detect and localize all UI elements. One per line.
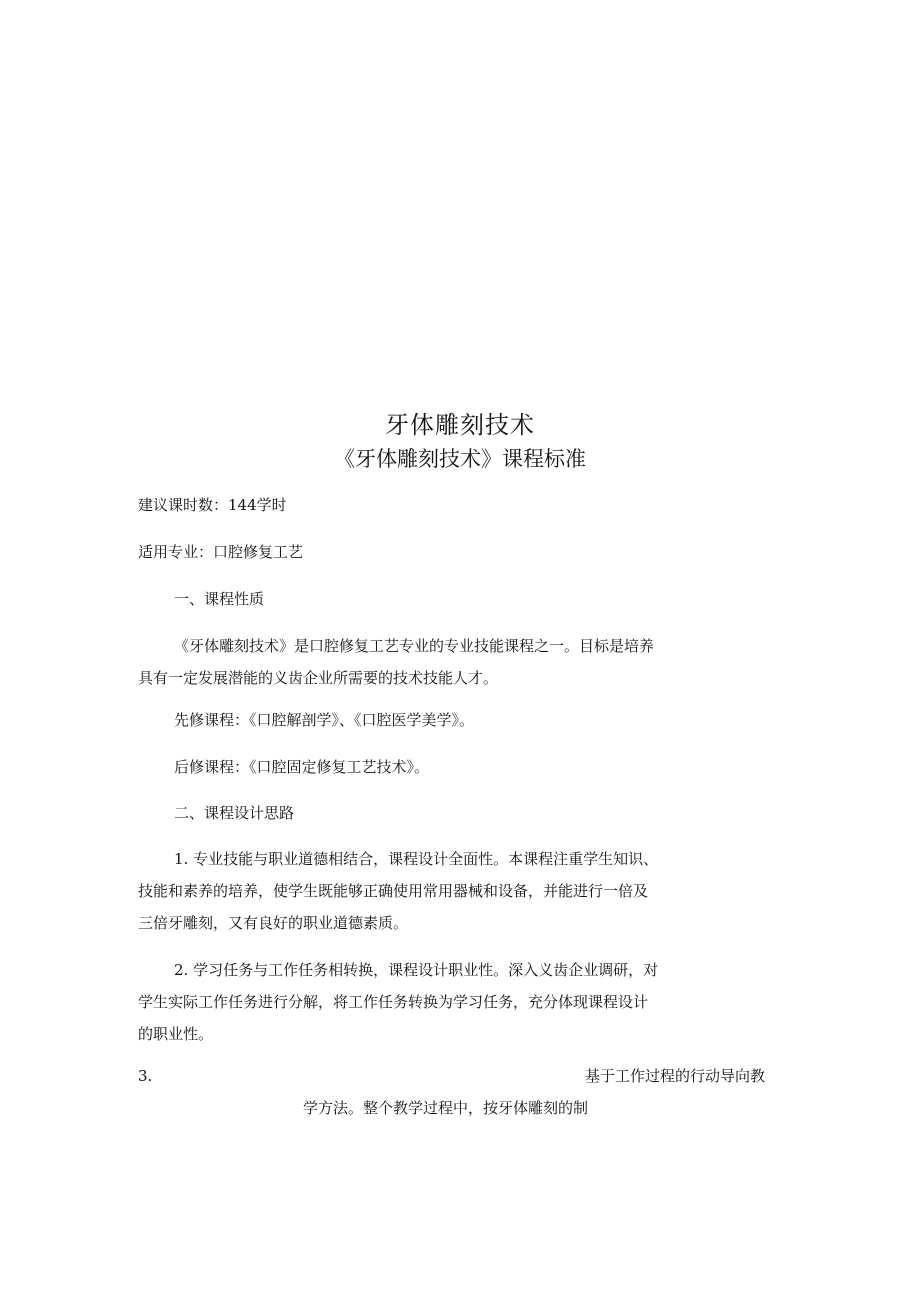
paragraph-line: 学生实际工作任务进行分解，将工作任务转换为学习任务，充分体现课程设计 <box>138 993 649 1011</box>
document-title: 牙体雕刻技术 <box>385 411 535 439</box>
section-heading-design-ideas: 二、课程设计思路 <box>174 804 295 822</box>
applicable-major: 适用专业：口腔修复工艺 <box>138 543 304 561</box>
design-item-3-text-center: 学方法。整个教学过程中，按牙体雕刻的制 <box>303 1099 589 1117</box>
follow-up-courses: 后修课程：《口腔固定修复工艺技术》。 <box>174 758 430 776</box>
paragraph-line: 2. 学习任务与工作任务相转换，课程设计职业性。深入义齿企业调研，对 <box>174 961 659 979</box>
document-subtitle: 《牙体雕刻技术》课程标准 <box>334 447 586 471</box>
paragraph-line: 的职业性。 <box>138 1025 214 1043</box>
course-nature-paragraph <box>138 630 708 694</box>
section-heading-course-nature: 一、课程性质 <box>174 590 265 608</box>
paragraph-line: 《牙体雕刻技术》是口腔修复工艺专业的专业技能课程之一。目标是培养 <box>174 637 655 655</box>
paragraph-line: 具有一定发展潜能的义齿企业所需要的技术技能人才。 <box>138 669 499 687</box>
design-item-3-text-right: 基于工作过程的行动导向教 <box>585 1067 766 1085</box>
prerequisite-courses: 先修课程：《口腔解剖学》、《口腔医学美学》。 <box>174 711 475 729</box>
paragraph-line: 1. 专业技能与职业道德相结合，课程设计全面性。本课程注重学生知识、 <box>174 850 659 868</box>
design-item-3-number: 3. <box>138 1067 153 1085</box>
design-item-2 <box>138 954 708 1050</box>
paragraph-line: 技能和素养的培养，使学生既能够正确使用常用器械和设备，并能进行一倍及 <box>138 882 649 900</box>
paragraph-line: 三倍牙雕刻，又有良好的职业道德素质。 <box>138 914 409 932</box>
design-item-1 <box>138 843 708 939</box>
suggested-hours: 建议课时数：144学时 <box>138 496 287 514</box>
